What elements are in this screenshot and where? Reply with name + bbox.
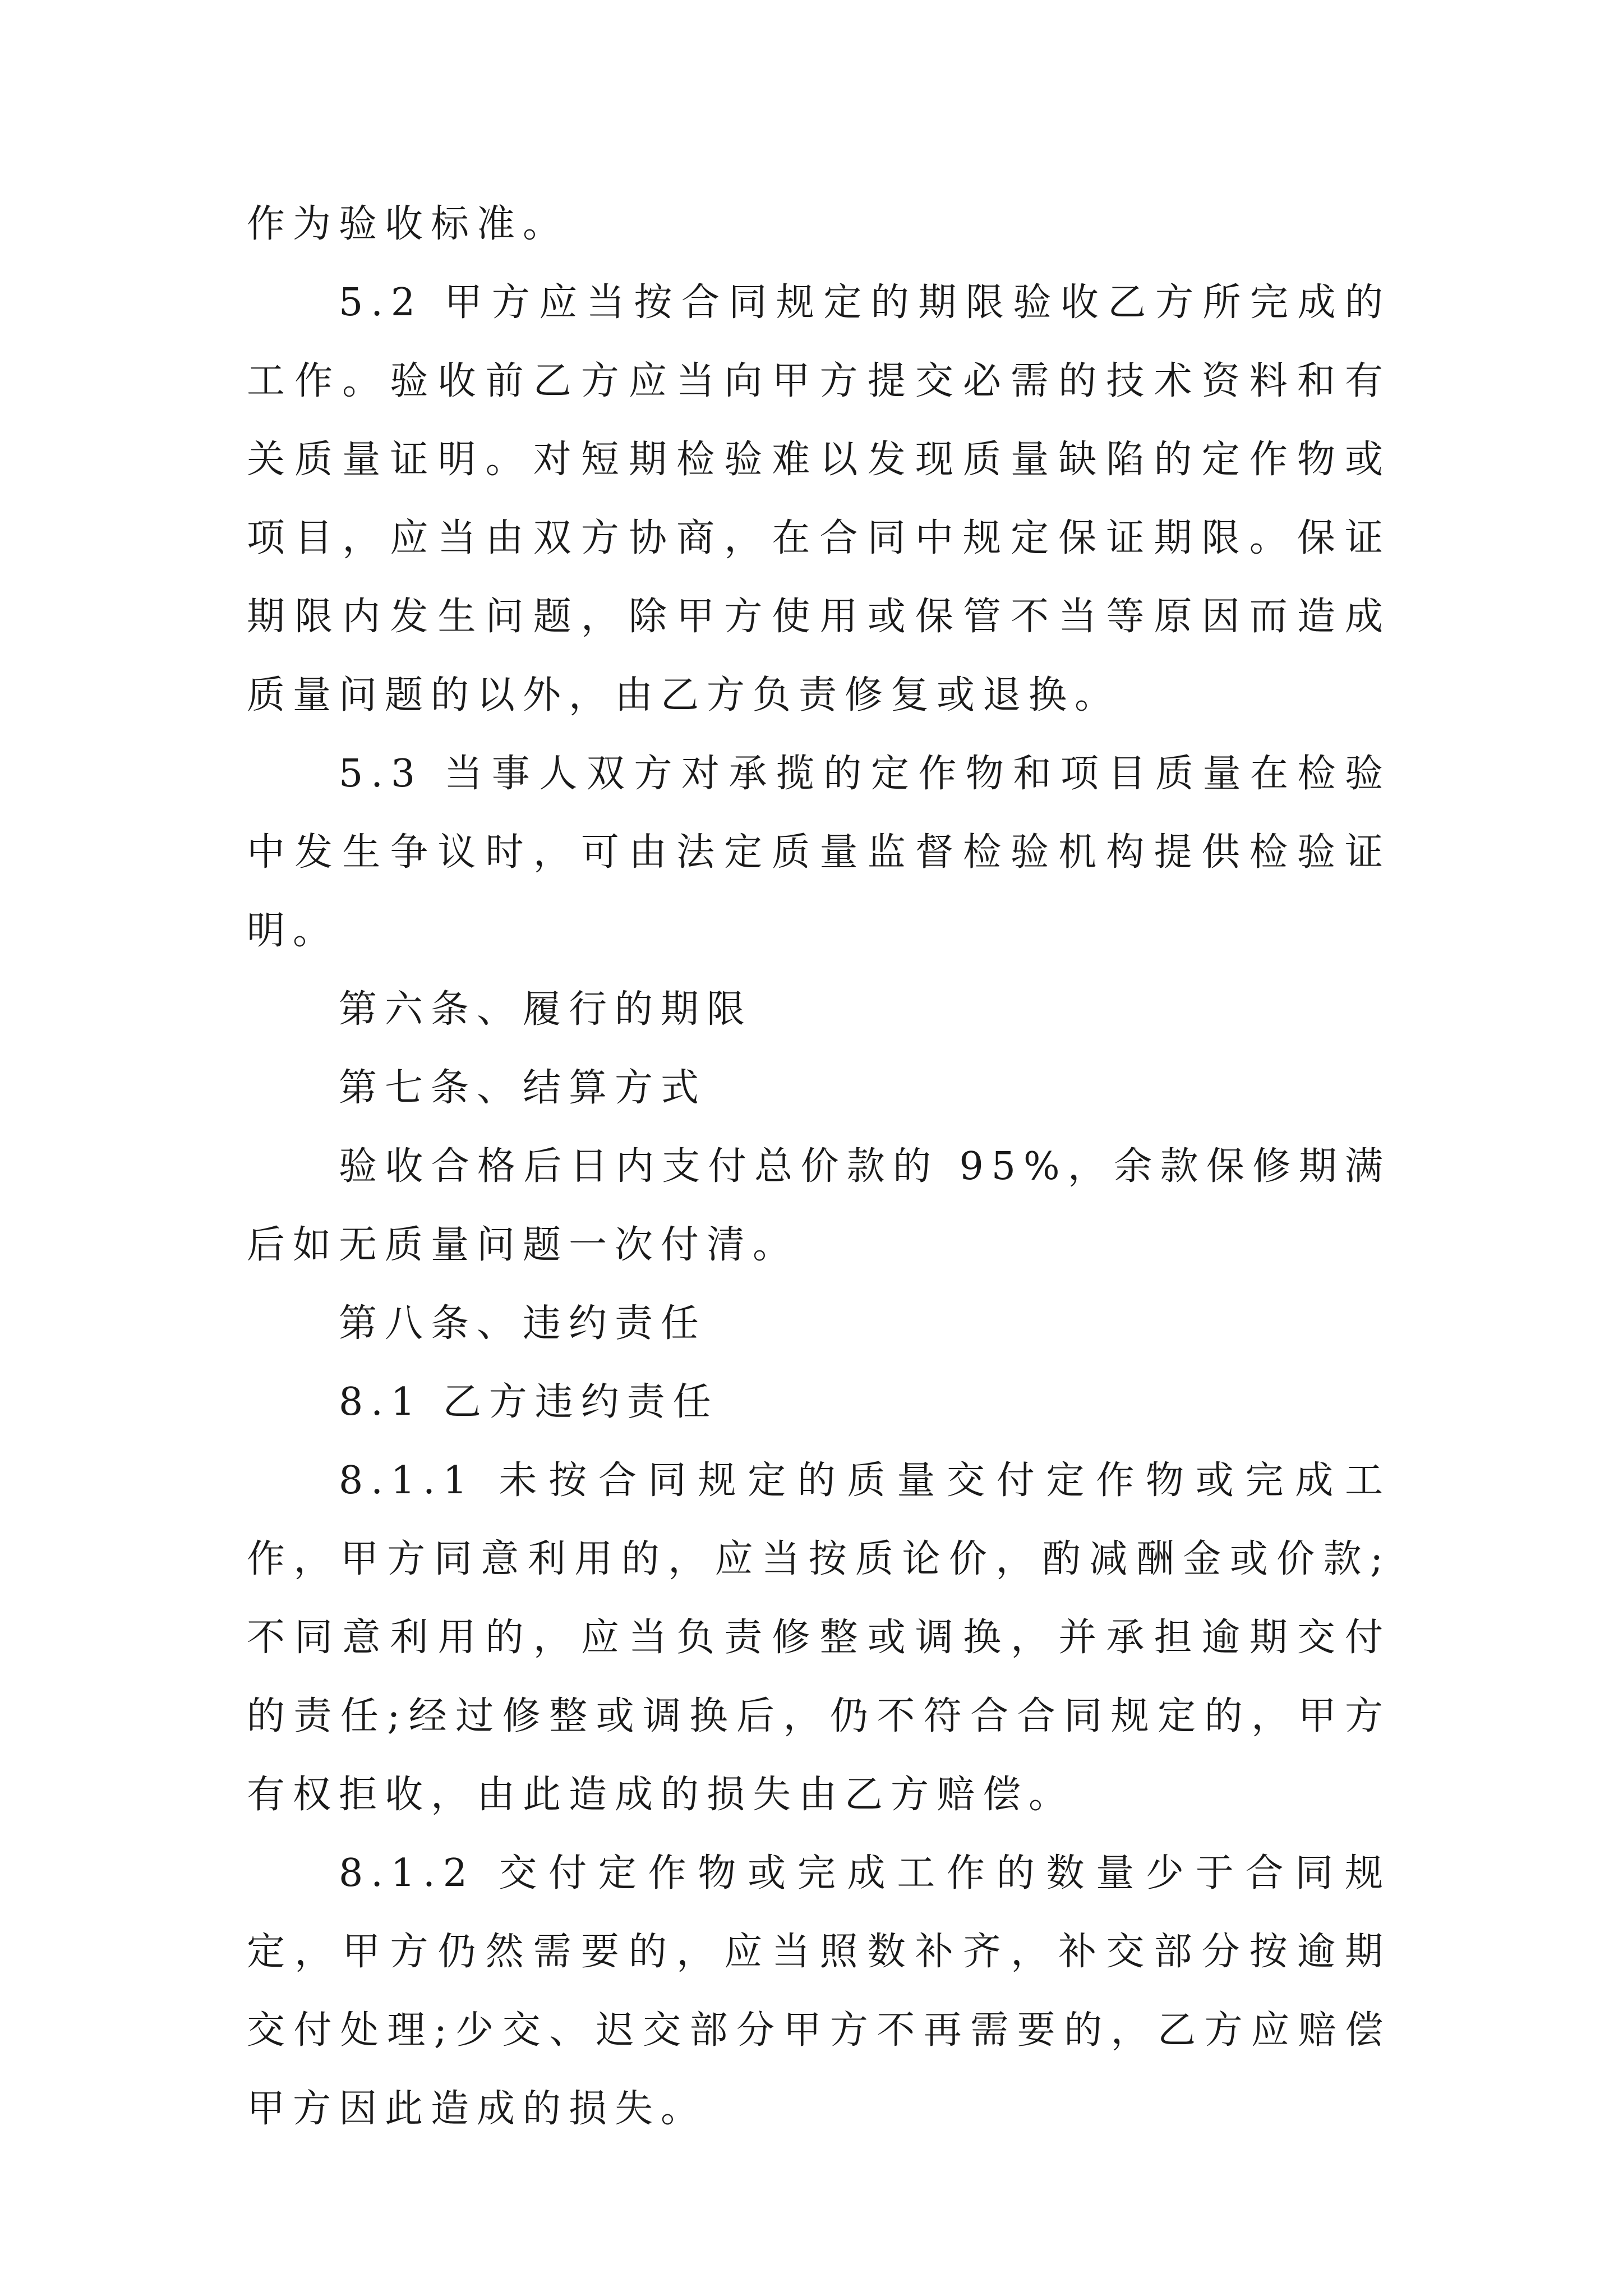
paragraph-settlement: 验收合格后日内支付总价款的 95%，余款保修期满后如无质量问题一次付清。 <box>247 1144 1391 1267</box>
heading-article-6: 第六条、履行的期限 <box>339 987 753 1032</box>
heading-article-8: 第八条、违约责任 <box>339 1301 707 1346</box>
paragraph-5-3: 5.3 当事人双方对承揽的定作物和项目质量在检验中发生争议时，可由法定质量监督检验机构提供检验证明。 <box>247 752 1391 953</box>
heading-8-1: 8.1 乙方违约责任 <box>339 1380 719 1424</box>
paragraph-5-2: 5.2 甲方应当按合同规定的期限验收乙方所完成的工作。验收前乙方应当向甲方提交必需的技术资料和有关质量证明。对短期检验难以发现质量缺陷的定作物或项目，应当由双方协商，在合同中规定保证期限。保证期限内发生问题，除甲方使用或保管不当等原因而造成质量问题的以外，由乙方负责修复或退换。 <box>247 280 1391 717</box>
document-body <box>247 185 1391 2148</box>
paragraph-8-1-1: 8.1.1 未按合同规定的质量交付定作物或完成工作，甲方同意利用的，应当按质论价，酌减酬金或价款;不同意利用的，应当负责修整或调换，并承担逾期交付的责任;经过修整或调换后，仍不符合合同规定的，甲方有权拒收，由此造成的损失由乙方赔偿。 <box>247 1458 1391 1817</box>
paragraph-continuation: 作为验收标准。 <box>247 202 569 246</box>
paragraph-8-1-2: 8.1.2 交付定作物或完成工作的数量少于合同规定，甲方仍然需要的，应当照数补齐，补交部分按逾期交付处理;少交、迟交部分甲方不再需要的，乙方应赔偿甲方因此造成的损失。 <box>247 1851 1391 2131</box>
heading-article-7: 第七条、结算方式 <box>339 1066 707 1110</box>
